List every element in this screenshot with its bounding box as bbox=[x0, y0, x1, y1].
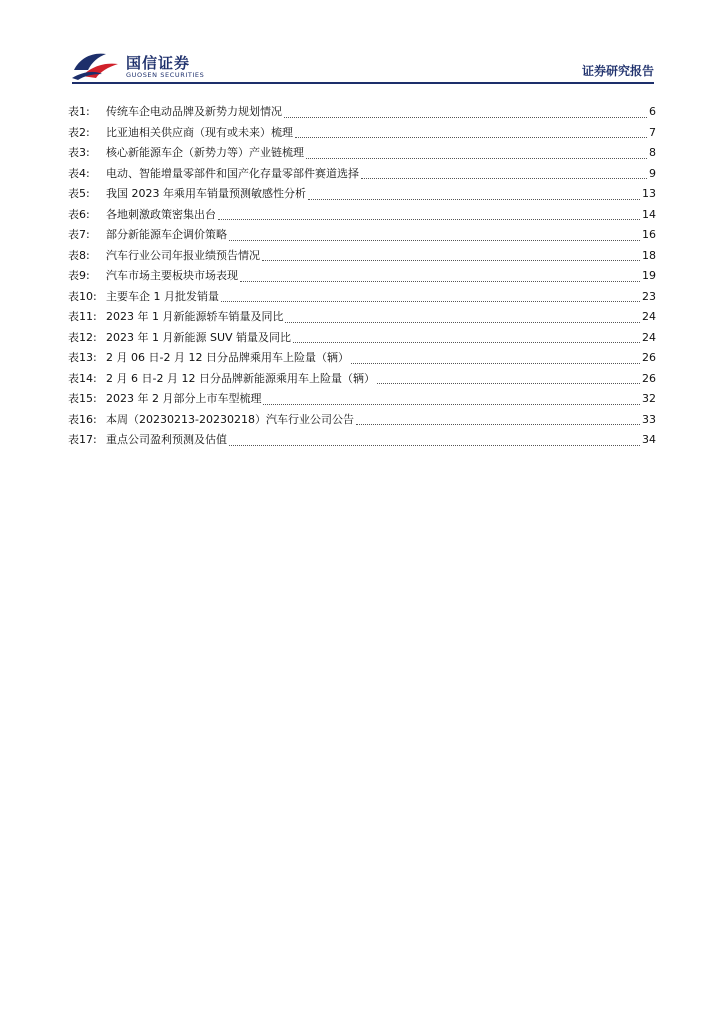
toc-entry[interactable] bbox=[68, 246, 656, 267]
guosen-logo bbox=[72, 48, 232, 84]
toc-entry-page: 26 bbox=[642, 351, 656, 364]
toc-entry[interactable] bbox=[68, 430, 656, 451]
toc-entry-title: 核心新能源车企（新势力等）产业链梳理 bbox=[106, 146, 304, 159]
toc-leader-dots bbox=[361, 178, 647, 179]
toc-entry-title: 各地刺激政策密集出台 bbox=[106, 207, 216, 221]
toc-entry-label: 表3: bbox=[68, 146, 90, 159]
toc-entry-page: 8 bbox=[649, 146, 656, 159]
toc-leader-dots bbox=[356, 424, 640, 425]
table-of-figures bbox=[68, 102, 656, 451]
toc-entry-page: 16 bbox=[642, 228, 656, 241]
toc-entry[interactable] bbox=[68, 184, 656, 205]
toc-entry-page: 9 bbox=[649, 166, 656, 180]
brand-name-en: GUOSEN SECURITIES bbox=[126, 71, 205, 79]
toc-entry[interactable] bbox=[68, 123, 656, 144]
toc-entry-label: 表12: bbox=[68, 330, 97, 344]
toc-leader-dots bbox=[263, 404, 640, 405]
toc-entry[interactable] bbox=[68, 102, 656, 123]
toc-entry[interactable] bbox=[68, 266, 656, 287]
toc-entry-label: 表8: bbox=[68, 248, 90, 262]
toc-leader-dots bbox=[221, 301, 640, 302]
toc-entry-title: 2023 年 2 月部分上市车型梳理 bbox=[106, 392, 262, 405]
toc-entry[interactable] bbox=[68, 307, 656, 328]
toc-leader-dots bbox=[285, 322, 640, 323]
toc-entry-title: 2023 年 1 月新能源 SUV 销量及同比 bbox=[106, 330, 292, 344]
toc-entry-label: 表4: bbox=[68, 166, 90, 180]
toc-entry[interactable] bbox=[68, 143, 656, 164]
toc-entry[interactable] bbox=[68, 410, 656, 431]
toc-leader-dots bbox=[308, 199, 640, 200]
toc-entry[interactable] bbox=[68, 205, 656, 226]
brand-name-cn: 国信证券 bbox=[126, 54, 191, 72]
toc-entry-title: 汽车市场主要板块市场表现 bbox=[106, 269, 238, 282]
toc-entry[interactable] bbox=[68, 348, 656, 369]
toc-leader-dots bbox=[306, 158, 647, 159]
toc-entry-label: 表1: bbox=[68, 105, 90, 118]
toc-entry-title: 汽车行业公司年报业绩预告情况 bbox=[106, 248, 260, 262]
page-header bbox=[0, 0, 724, 90]
toc-entry-title: 电动、智能增量零部件和国产化存量零部件赛道选择 bbox=[106, 166, 359, 180]
toc-entry-label: 表10: bbox=[68, 289, 97, 303]
toc-entry[interactable] bbox=[68, 287, 656, 308]
report-type-label: 证券研究报告 bbox=[581, 64, 654, 78]
toc-entry-label: 表16: bbox=[68, 412, 97, 426]
toc-entry-title: 比亚迪相关供应商（现有或未来）梳理 bbox=[106, 125, 293, 139]
toc-entry[interactable] bbox=[68, 225, 656, 246]
toc-entry-title: 2 月 6 日-2 月 12 日分品牌新能源乘用车上险量（辆） bbox=[106, 371, 375, 385]
toc-entry-page: 23 bbox=[642, 289, 656, 303]
toc-entry-label: 表7: bbox=[68, 228, 90, 241]
toc-entry-page: 13 bbox=[642, 187, 656, 200]
toc-entry-title: 2 月 06 日-2 月 12 日分品牌乘用车上险量（辆） bbox=[106, 351, 349, 364]
toc-leader-dots bbox=[240, 281, 640, 282]
toc-entry-page: 34 bbox=[642, 433, 656, 446]
toc-entry-title: 2023 年 1 月新能源轿车销量及同比 bbox=[106, 310, 284, 323]
toc-entry-label: 表9: bbox=[68, 269, 90, 282]
toc-entry-label: 表6: bbox=[68, 207, 90, 221]
toc-entry-page: 32 bbox=[642, 392, 656, 405]
toc-leader-dots bbox=[377, 383, 640, 384]
toc-entry-label: 表11: bbox=[68, 310, 97, 323]
toc-entry[interactable] bbox=[68, 389, 656, 410]
toc-entry-page: 24 bbox=[642, 310, 656, 323]
toc-entry-label: 表17: bbox=[68, 433, 97, 446]
guosen-logo-icon bbox=[72, 48, 122, 82]
toc-entry-title: 部分新能源车企调价策略 bbox=[106, 228, 227, 241]
toc-entry-label: 表14: bbox=[68, 371, 97, 385]
toc-entry-page: 14 bbox=[642, 207, 656, 221]
toc-leader-dots bbox=[229, 445, 640, 446]
toc-entry-label: 表5: bbox=[68, 187, 90, 200]
toc-entry[interactable] bbox=[68, 369, 656, 390]
toc-entry-title: 传统车企电动品牌及新势力规划情况 bbox=[106, 105, 282, 118]
header-divider bbox=[72, 82, 654, 84]
toc-entry-title: 重点公司盈利预测及估值 bbox=[106, 433, 227, 446]
toc-leader-dots bbox=[218, 219, 640, 220]
toc-entry-page: 18 bbox=[642, 248, 656, 262]
toc-leader-dots bbox=[262, 260, 640, 261]
toc-leader-dots bbox=[293, 342, 640, 343]
toc-leader-dots bbox=[351, 363, 640, 364]
toc-entry-page: 19 bbox=[642, 269, 656, 282]
toc-entry-page: 26 bbox=[642, 371, 656, 385]
toc-entry-label: 表15: bbox=[68, 392, 97, 405]
toc-entry-label: 表13: bbox=[68, 351, 97, 364]
toc-entry-title: 本周（20230213-20230218）汽车行业公司公告 bbox=[106, 412, 354, 426]
toc-leader-dots bbox=[295, 137, 647, 138]
toc-entry-label: 表2: bbox=[68, 125, 90, 139]
toc-entry[interactable] bbox=[68, 164, 656, 185]
toc-entry-page: 24 bbox=[642, 330, 656, 344]
toc-leader-dots bbox=[284, 117, 647, 118]
toc-entry[interactable] bbox=[68, 328, 656, 349]
toc-entry-page: 33 bbox=[642, 412, 656, 426]
toc-entry-page: 7 bbox=[649, 125, 656, 139]
toc-entry-page: 6 bbox=[649, 105, 656, 118]
toc-entry-title: 我国 2023 年乘用车销量预测敏感性分析 bbox=[106, 187, 306, 200]
toc-entry-title: 主要车企 1 月批发销量 bbox=[106, 289, 219, 303]
toc-leader-dots bbox=[229, 240, 640, 241]
